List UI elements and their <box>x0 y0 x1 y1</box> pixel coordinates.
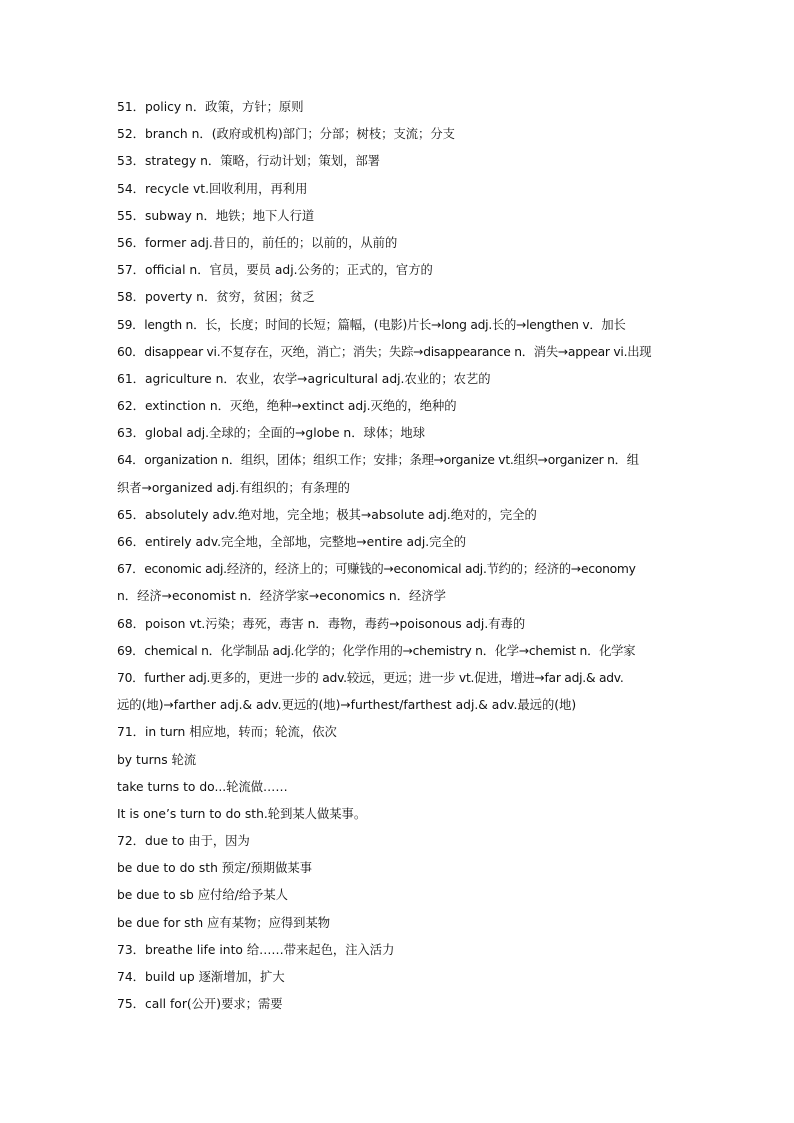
vocab-entry-65: 65．absolutely adv.绝对地，完全地；极其→absolute adj.绝对的，完全的 <box>117 507 537 522</box>
phrase-take-turns: take turns to do...轮流做…… <box>117 779 288 794</box>
vocab-entry-66: 66．entirely adv.完全地，全部地，完整地→entire adj.完全的 <box>117 535 467 549</box>
vocab-entry-64-cont: 织者→organized adj.有组织的；有条理的 <box>117 480 350 495</box>
phrase-ones-turn: It is one’s turn to do sth.轮到某人做某事。 <box>117 806 367 821</box>
vocab-entry-72: 72．due to 由于，因为 <box>117 834 250 849</box>
vocab-entry-52: 52．branch n．(政府或机构)部门；分部；树枝；支流；分支 <box>117 127 455 142</box>
vocab-entry-69: 69．chemical n．化学制品 adj.化学的；化学作用的→chemistry n．化学→chemist n．化学家 <box>117 643 636 658</box>
document-body <box>117 94 682 1018</box>
vocab-entry-71: 71．in turn 相应地，转而；轮流，依次 <box>117 725 337 740</box>
phrase-due-for: be due for sth 应有某物；应得到某物 <box>117 915 331 930</box>
vocab-entry-70-cont: 远的(地)→farther adj.& adv.更远的(地)→furthest/farthest adj.& adv.最远的(地) <box>117 698 577 713</box>
vocab-entry-68: 68．poison vt.污染；毒死，毒害 n．毒物，毒药→poisonous adj.有毒的 <box>117 616 526 631</box>
vocab-entry-58: 58．poverty n．贫穷，贫困；贫乏 <box>117 290 315 305</box>
vocab-entry-74: 74．build up 逐渐增加，扩大 <box>117 970 285 984</box>
vocab-entry-75: 75．call for(公开)要求；需要 <box>117 997 283 1012</box>
phrase-due-to-sb: be due to sb 应付给/给予某人 <box>117 888 288 903</box>
vocab-entry-62: 62．extinction n．灭绝，绝种→extinct adj.灭绝的，绝种的 <box>117 399 457 414</box>
vocab-entry-61: 61．agriculture n．农业，农学→agricultural adj.农业的；农艺的 <box>117 371 491 386</box>
vocab-entry-63: 63．global adj.全球的；全面的→globe n．球体；地球 <box>117 426 426 441</box>
phrase-by-turns: by turns 轮流 <box>117 752 197 767</box>
vocab-entry-57: 57．official n．官员，要员 adj.公务的；正式的，官方的 <box>117 263 433 278</box>
vocab-entry-67-cont: n．经济→economist n．经济学家→economics n．经济学 <box>117 589 446 604</box>
vocab-entry-53: 53．strategy n．策略，行动计划；策划，部署 <box>117 154 381 169</box>
vocab-entry-73: 73．breathe life into 给……带来起色，注入活力 <box>117 942 395 957</box>
phrase-due-to-do: be due to do sth 预定/预期做某事 <box>117 861 312 876</box>
vocab-entry-59: 59．length n．长，长度；时间的长短；篇幅，(电影)片长→long adj.长的→lengthen v．加长 <box>117 317 626 332</box>
vocab-entry-67: 67．economic adj.经济的，经济上的；可赚钱的→economical adj.节约的；经济的→economy <box>117 562 636 577</box>
vocab-entry-70: 70．further adj.更多的，更进一步的 adv.较远，更远；进一步 vt.促进，增进→far adj.& adv. <box>117 670 624 685</box>
vocab-entry-56: 56．former adj.昔日的，前任的；以前的，从前的 <box>117 235 398 250</box>
vocab-entry-51: 51．policy n．政策，方针；原则 <box>117 100 304 114</box>
vocab-entry-55: 55．subway n．地铁；地下人行道 <box>117 208 315 223</box>
vocab-entry-54: 54．recycle vt.回收利用，再利用 <box>117 181 308 196</box>
vocab-entry-60: 60．disappear vi.不复存在，灭绝，消亡；消失；失踪→disappearance n．消失→appear vi.出现 <box>117 344 652 359</box>
vocab-entry-64: 64．organization n．组织，团体；组织工作；安排；条理→organize vt.组织→organizer n．组 <box>117 453 639 468</box>
